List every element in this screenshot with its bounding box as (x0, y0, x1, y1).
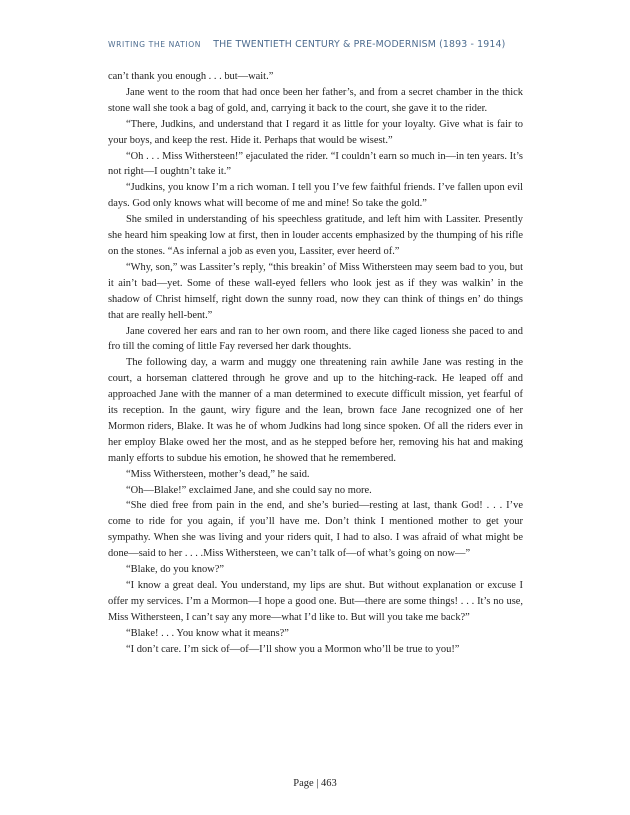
header-series-title: WRITING THE NATION (108, 40, 202, 49)
paragraph: “Blake! . . . You know what it means?” (126, 627, 289, 639)
page-number: Page | 463 (293, 778, 337, 789)
header-section-title: THE TWENTIETH CENTURY & PRE-MODERNISM (1893 - 1914) (213, 39, 506, 50)
paragraph: can’t thank you enough . . . but—wait.” (108, 71, 274, 82)
paragraph: Jane covered her ears and ran to her own room, and there like caged lioness she paced to and fro till the coming of little Fay reversed her dark thoughts. (108, 325, 523, 353)
paragraph: “Oh . . . Miss Withersteen!” ejaculated the rider. “I couldn’t earn so much in—in ten years. It’s not right—I oughtn’t take it.” (108, 150, 523, 178)
body-text (108, 69, 523, 658)
paragraph: Jane went to the room that had once been her father’s, and from a secret chamber in the thick stone wall she took a bag of gold, and, carrying it back to the court, she gave it to the rider. (108, 86, 523, 114)
running-header (108, 39, 528, 53)
paragraph: “I don’t care. I’m sick of—of—I’ll show you a Mormon who’ll be true to you!” (126, 643, 460, 655)
paragraph: The following day, a warm and muggy one threatening rain awhile Jane was resting in the court, a horseman clattered through he grove and up to the hitching-rack. He leaped off and approached Jane with the manner of a man determined to execute difficult mission, yet fearful of its reception. In the gaunt, wiry figure and the lean, brown face Jane recognized one of her Mormon riders, Blake. It was he of whom Judkins had long since spoken. Of all the riders ever in her employ Blake owed her the most, and as he stepped before her, removing his hat and making manly efforts to subdue his emotion, he showed that he remembered. (108, 357, 523, 464)
paragraph: “Oh—Blake!” exclaimed Jane, and she could say no more. (126, 484, 372, 496)
paragraph: She smiled in understanding of his speechless gratitude, and left him with Lassiter. Presently she heard him speaking low at first, then in louder accents emphasized by the thumping of his rifle on the stones. “As infernal a job as even you, Lassiter, ever heerd of.” (108, 214, 523, 257)
paragraph: “Why, son,” was Lassiter’s reply, “this breakin’ of Miss Withersteen may seem bad to you, but it ain’t bad—yet. Some of these wall-eyed fellers who look jest as if they was walkin’ in the shadow of Christ himself, right down the sunny road, now they can think of things en’ do things that are really hell-bent.” (108, 261, 523, 321)
paragraph: “She died free from pain in the end, and she’s buried—resting at last, thank God! . . . I’ve come to ride for you again, if you’ll have me. Don’t think I mentioned mother to get your sympathy. When she was living and your riders quit, I had to also. I was afraid of what might be done—said to her . . . .Miss Withersteen, we can’t talk of—of what’s going on now—” (108, 500, 523, 560)
paragraph: “I know a great deal. You understand, my lips are shut. But without explanation or excuse I offer my services. I’m a Mormon—I hope a good one. But—there are some things! . . . It’s no use, Miss Withersteen, I can’t say any more—what I’d like to. But will you take me back?” (108, 580, 523, 623)
paragraph: “Judkins, you know I’m a rich woman. I tell you I’ve few faithful friends. I’ve fallen upon evil days. God only knows what will become of me and mine! So take the gold.” (108, 182, 523, 210)
paragraph: “There, Judkins, and understand that I regard it as little for your loyalty. Give what is fair to your boys, and keep the rest. Hide it. Perhaps that would be wisest.” (108, 118, 523, 146)
paragraph: “Blake, do you know?” (126, 564, 224, 576)
paragraph: “Miss Withersteen, mother’s dead,” he said. (126, 468, 310, 480)
